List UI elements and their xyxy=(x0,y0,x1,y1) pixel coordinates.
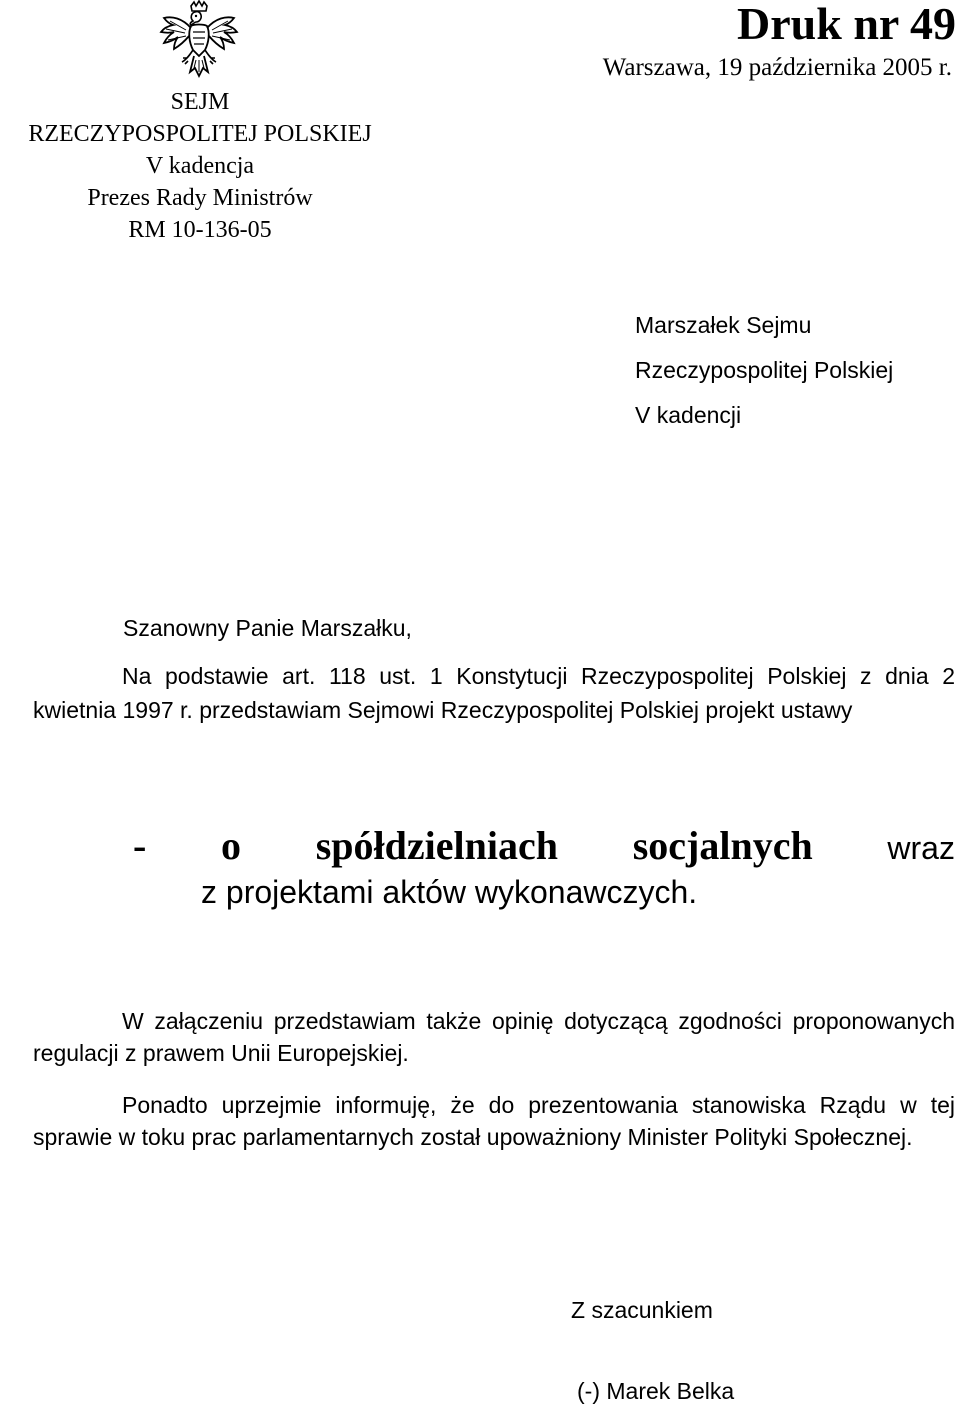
institution-line-country: RZECZYPOSPOLITEJ POLSKIEJ xyxy=(28,121,372,147)
addressee-line: Marszałek Sejmu xyxy=(635,312,812,338)
bill-dash: - xyxy=(133,823,147,868)
bill-word-cooperatives: spółdzielniach xyxy=(315,823,558,868)
place-date: Warszawa, 19 października 2005 r. xyxy=(602,54,952,81)
institution-line-term: V kadencja xyxy=(145,153,255,179)
body-paragraph-representative: Ponadto uprzejmie informuję, że do prezentowania stanowiska Rządu w tej sprawie w toku prac parlamentarnych został upoważniony Minister Polityki Społecznej. xyxy=(33,1092,955,1150)
bill-title xyxy=(133,821,955,917)
addressee xyxy=(635,303,893,438)
body-paragraph-attachment: W załączeniu przedstawiam także opinię dotyczącą zgodności proponowanych regulacji z prawem Unii Europejskiej. xyxy=(33,1008,955,1066)
body-paragraph-intro: Na podstawie art. 118 ust. 1 Konstytucji Rzeczypospolitej Polskiej z dnia 2 kwietnia 1997 r. przedstawiam Sejmowi Rzeczypospolitej Polskiej projekt ustawy xyxy=(33,663,955,723)
bill-word-with: wraz xyxy=(887,830,955,866)
institution-line-office: Prezes Rady Ministrów xyxy=(87,185,313,211)
bill-title-line xyxy=(133,821,955,873)
bill-title-continuation: z projektami aktów wykonawczych. xyxy=(201,874,698,910)
print-number: Druk nr 49 xyxy=(737,0,956,49)
bill-word-social: socjalnych xyxy=(632,823,813,868)
sender-header xyxy=(0,86,400,246)
addressee-line: V kadencji xyxy=(635,402,742,428)
addressee-line: Rzeczypospolitej Polskiej xyxy=(635,357,894,383)
signature: (-) Marek Belka xyxy=(577,1378,735,1404)
salutation: Szanowny Panie Marszałku, xyxy=(123,615,412,641)
reference-number: RM 10-136-05 xyxy=(128,217,272,243)
bill-word-o: o xyxy=(221,823,242,868)
closing: Z szacunkiem xyxy=(571,1297,713,1323)
polish-eagle-emblem-icon xyxy=(158,0,240,82)
institution-line-sejm: SEJM xyxy=(170,89,230,115)
